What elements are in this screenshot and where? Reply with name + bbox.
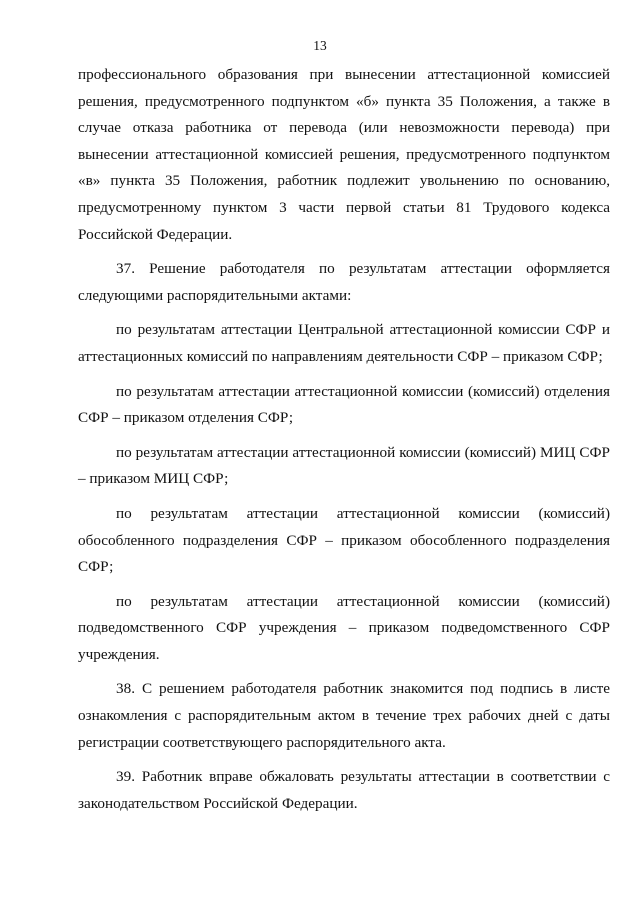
list-item-mic-commission: по результатам аттестации аттестационной комиссии (комиссий) МИЦ СФР – приказом МИЦ СФР; (78, 443, 610, 488)
paragraph-38: 38. С решением работодателя работник знакомится под подпись в листе ознакомления с распорядительным актом в течение трех рабочих дней с даты регистрации соответствующего распорядительного акта. (78, 680, 610, 751)
list-item-central-commission: по результатам аттестации Центральной аттестационной комиссии СФР и аттестационных комиссий по направлениям деятельности СФР – приказом СФР; (78, 321, 610, 365)
page-number: 13 (313, 38, 327, 53)
document-body (78, 62, 610, 825)
list-item-separate-division: по результатам аттестации аттестационной комиссии (комиссий) обособленного подразделения СФР – приказом обособленного подразделения СФР; (78, 504, 610, 576)
paragraph-continuation: профессионального образования при вынесении аттестационной комиссией решения, предусмотренного подпунктом «б» пункта 35 Положения, а также в случае отказа работника от перевода (или невозможности перевода) при вынесении аттестационной комиссией решения, предусмотренного подпунктом «в» пункта 35 Положения, работник подлежит увольнению по основанию, предусмотренному пунктом 3 части первой статьи 81 Трудового кодекса Российской Федерации. (78, 66, 610, 243)
list-item-subordinate-institution: по результатам аттестации аттестационной комиссии (комиссий) подведомственного СФР учреждения – приказом подведомственного СФР учреждения. (78, 592, 610, 663)
paragraph-37: 37. Решение работодателя по результатам аттестации оформляется следующими распорядительными актами: (78, 260, 610, 304)
list-item-branch-commission: по результатам аттестации аттестационной комиссии (комиссий) отделения СФР – приказом отделения СФР; (78, 382, 610, 427)
paragraph-39: 39. Работник вправе обжаловать результаты аттестации в соответствии с законодательством Российской Федерации. (78, 768, 610, 812)
